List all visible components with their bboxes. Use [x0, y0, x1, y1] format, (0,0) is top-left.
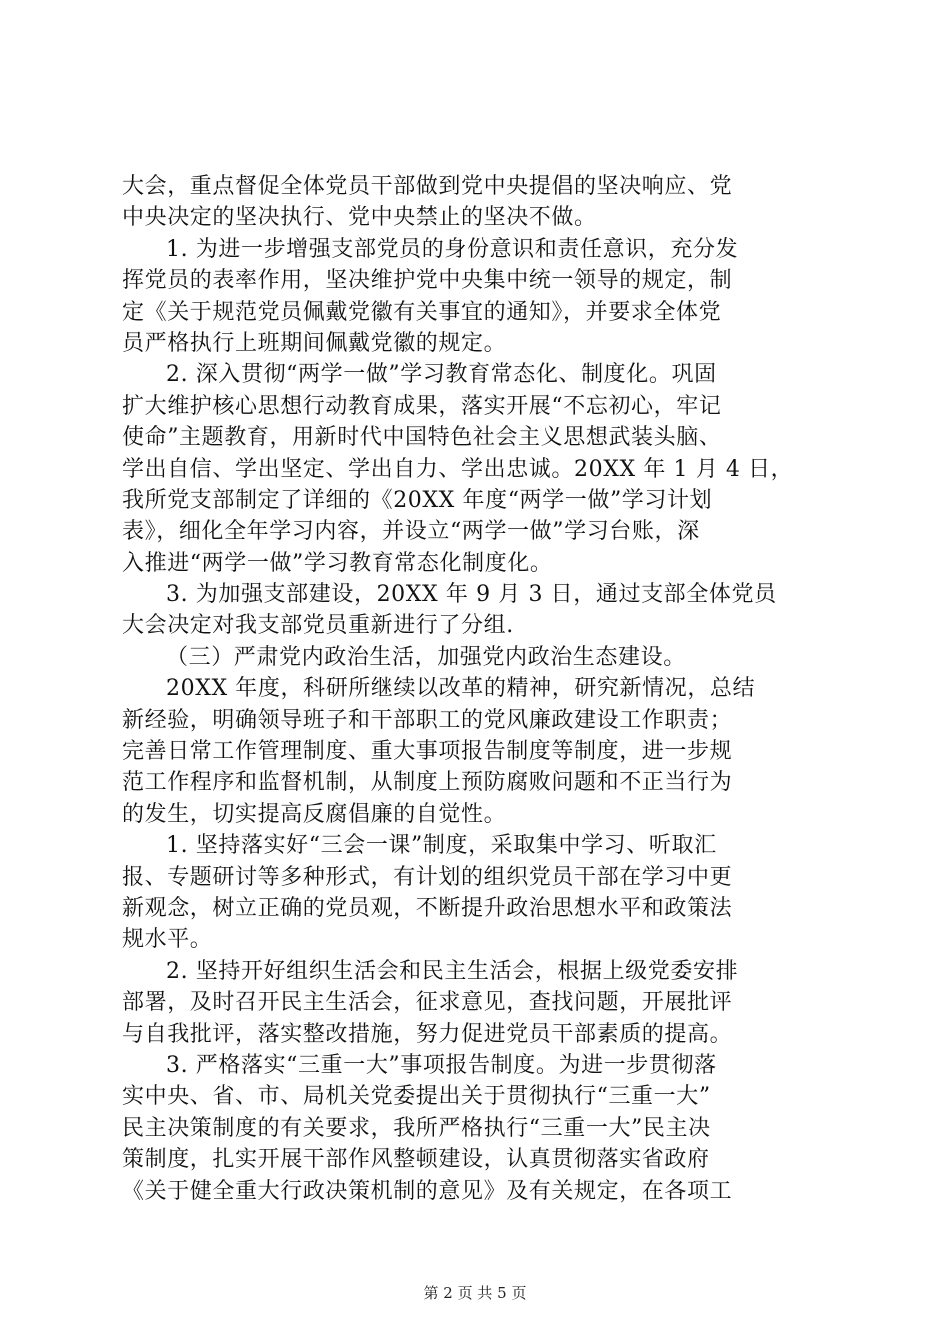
text-line: 与自我批评，落实整改措施，努力促进党员干部素质的提高。 [122, 1021, 733, 1047]
text-line: 定《关于规范党员佩戴党徽有关事宜的通知》，并要求全体党 [122, 299, 722, 325]
text-line: 范工作程序和监督机制，从制度上预防腐败问题和不正当行为 [122, 770, 733, 796]
document-body [122, 171, 832, 1207]
paragraph-start-line: 3. 为加强支部建设，20XX 年 9 月 3 日，通过支部全体党员 [166, 582, 777, 608]
text-line: 的发生，切实提高反腐倡廉的自觉性。 [122, 801, 507, 827]
paragraph-start-line: 3. 严格落实“三重一大”事项报告制度。为进一步贯彻落 [166, 1052, 717, 1078]
text-line: 中央决定的坚决执行、党中央禁止的坚决不做。 [122, 205, 597, 231]
text-line: 《关于健全重大行政决策机制的意见》及有关规定，在各项工 [122, 1178, 733, 1204]
section-heading: （三）严肃党内政治生活，加强党内政治生态建设。 [166, 644, 686, 670]
text-line: 民主决策制度的有关要求，我所严格执行“三重一大”民主决 [122, 1115, 711, 1141]
text-line: 新经验，明确领导班子和干部职工的党风廉政建设工作职责； [122, 707, 733, 733]
text-line: 新观念，树立正确的党员观，不断提升政治思想水平和政策法 [122, 895, 733, 921]
text-line: 策制度，扎实开展干部作风整顿建设，认真贯彻落实省政府 [122, 1147, 710, 1173]
text-line: 挥党员的表率作用，坚决维护党中央集中统一领导的规定，制 [122, 268, 733, 294]
text-line: 部署，及时召开民主生活会，征求意见，查找问题，开展批评 [122, 990, 733, 1016]
text-line: 使命”主题教育，用新时代中国特色社会主义思想武装头脑、 [122, 425, 722, 451]
paragraph-start-line: 20XX 年度，科研所继续以改革的精神，研究新情况，总结 [166, 676, 756, 702]
paragraph-start-line: 1. 为进一步增强支部党员的身份意识和责任意识，充分发 [166, 236, 739, 262]
text-line: 大会，重点督促全体党员干部做到党中央提倡的坚决响应、党 [122, 174, 733, 199]
paragraph-start-line: 1. 坚持落实好“三会一课”制度，采取集中学习、听取汇 [166, 833, 717, 859]
text-line: 实中央、省、市、局机关党委提出关于贯彻执行“三重一大” [122, 1084, 711, 1110]
text-line: 完善日常工作管理制度、重大事项报告制度等制度，进一步规 [122, 739, 733, 765]
text-line: 入推进“两学一做”学习教育常态化制度化。 [122, 550, 553, 576]
text-line: 表》，细化全年学习内容，并设立“两学一做”学习台账，深 [122, 519, 700, 545]
text-line: 学出自信、学出坚定、学出自力、学出忠诚。20XX 年 1 月 4 日， [122, 456, 794, 482]
paragraph-start-line: 2. 坚持开好组织生活会和民主生活会，根据上级党委安排 [166, 958, 739, 984]
text-line: 报、专题研讨等多种形式，有计划的组织党员干部在学习中更 [122, 864, 733, 890]
text-line: 我所党支部制定了详细的《20XX 年度“两学一做”学习计划 [122, 487, 713, 513]
text-line: 规水平。 [122, 927, 213, 953]
page-number-footer: 第 2 页 共 5 页 [423, 1284, 527, 1302]
text-line: 大会决定对我支部党员重新进行了分组. [122, 613, 514, 639]
text-line: 员严格执行上班期间佩戴党徽的规定。 [122, 330, 507, 356]
text-line: 扩大维护核心思想行动教育成果，落实开展“不忘初心，牢记 [122, 393, 722, 419]
paragraph-start-line: 2. 深入贯彻“两学一做”学习教育常态化、制度化。巩固 [166, 362, 717, 388]
